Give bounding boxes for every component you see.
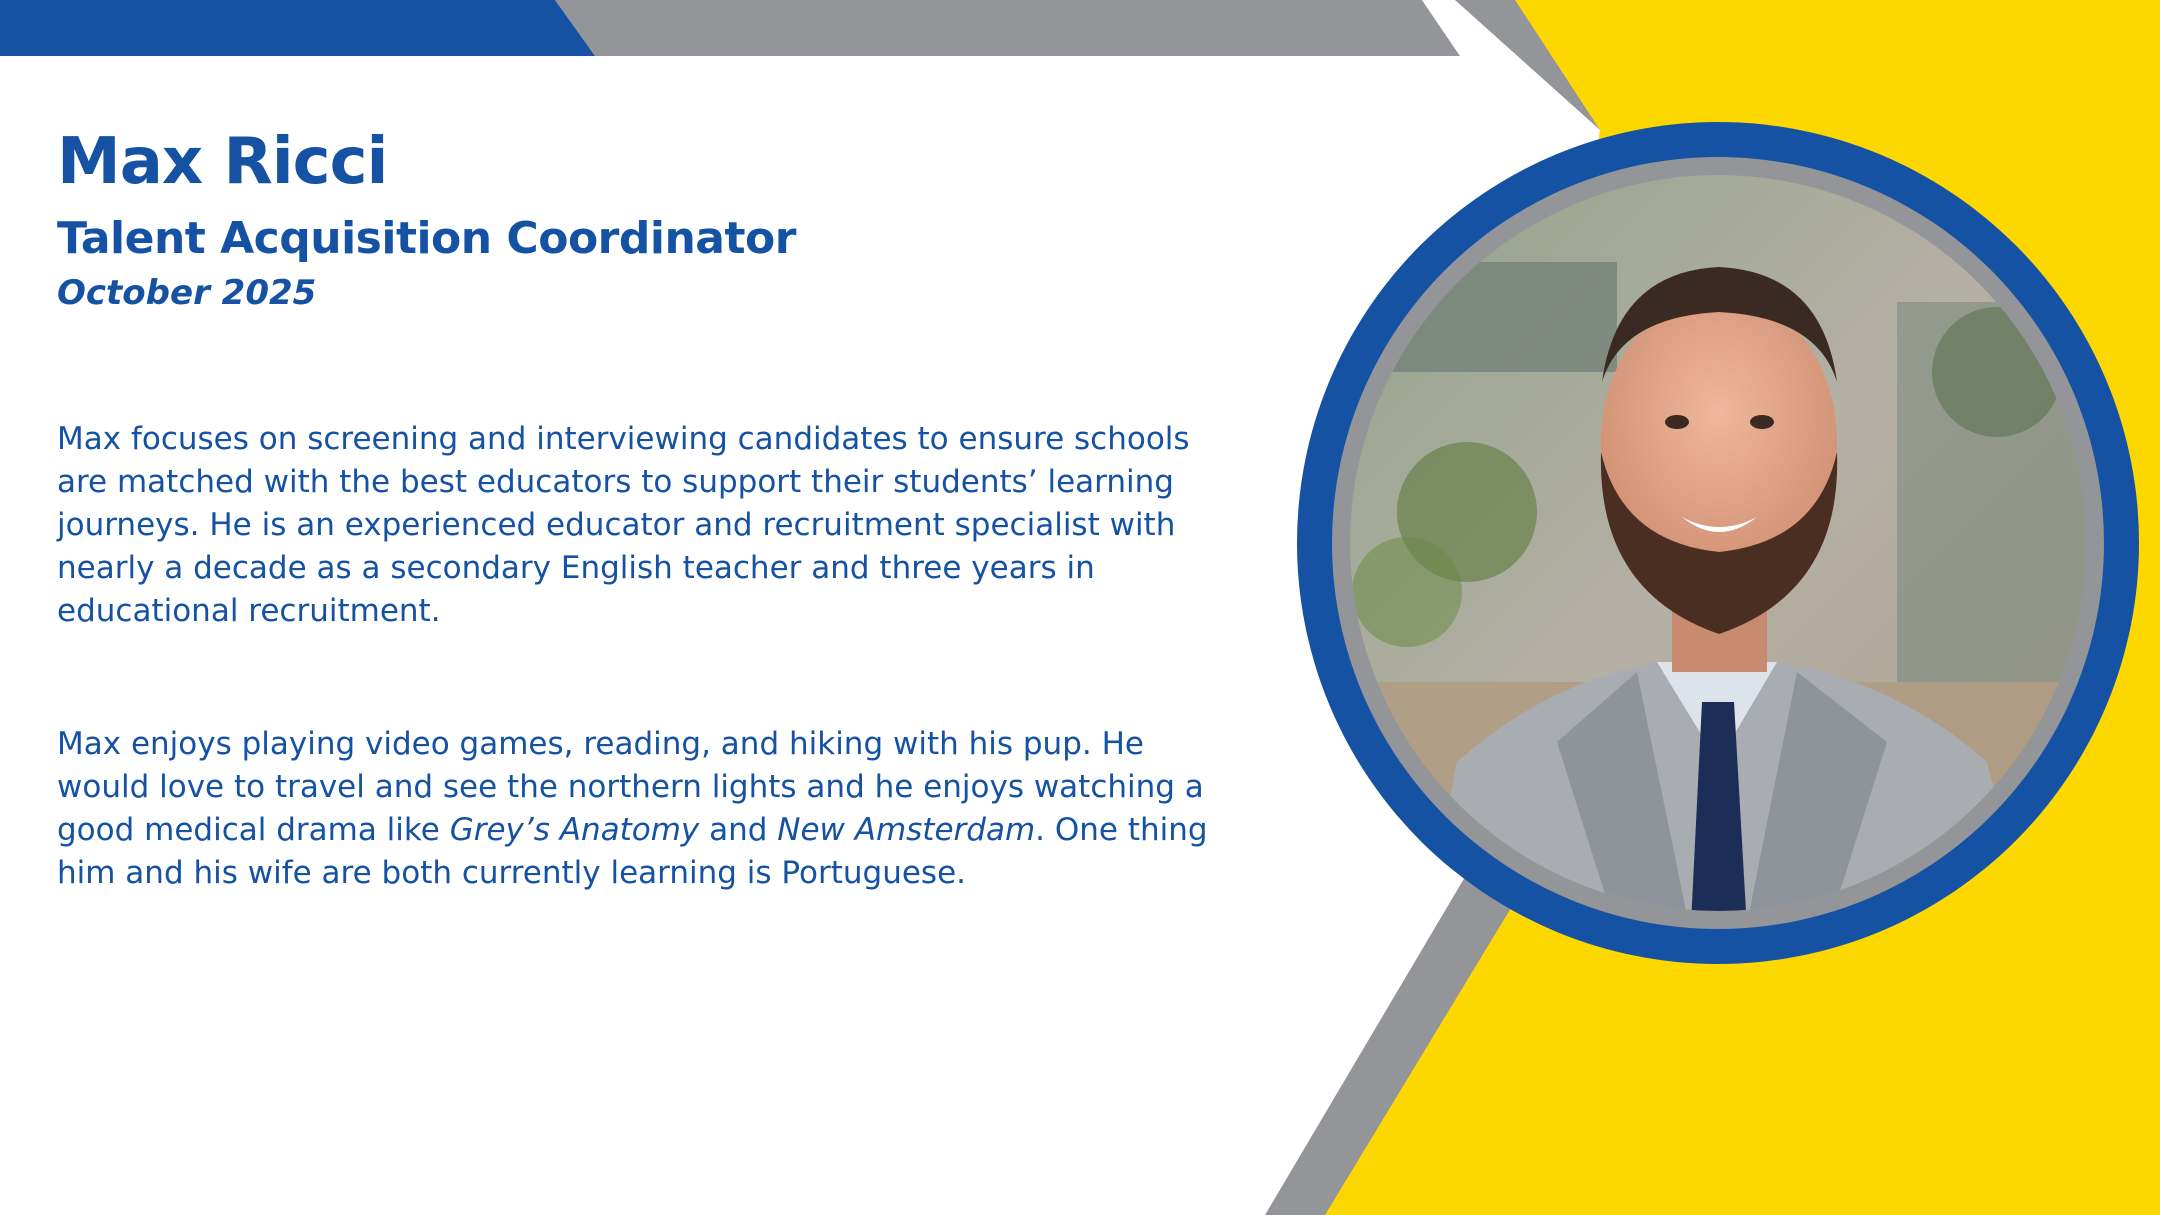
blue-top-bar — [0, 0, 595, 56]
bio-text: . One thing him and his wife are both currently learning is Portuguese. — [57, 812, 1208, 891]
profile-text — [57, 120, 1257, 895]
portrait-photo — [1297, 122, 2139, 964]
grey-top-bar — [555, 0, 1460, 56]
portrait-frame — [1297, 122, 2139, 964]
tv-show-title: New Amsterdam — [777, 812, 1036, 848]
profile-name: Max Ricci — [57, 125, 388, 199]
bio-text: Max enjoys playing video games, reading, and hiking with his pup. He would love to travel and see the northern lights and he enjoys watching a good medical drama like — [57, 726, 1204, 848]
bio-paragraph-personal — [57, 723, 1237, 895]
profile-date: October 2025 — [57, 273, 317, 313]
bio-paragraph-work: Max focuses on screening and interviewing candidates to ensure schools are matched with the best educators to support their students’ learning journeys. He is an experienced educator and recruitment specialist with nearly a decade as a secondary English teacher and three years in educational recruitment. — [57, 421, 1190, 629]
tv-show-title: Grey’s Anatomy — [449, 812, 700, 848]
profile-role: Talent Acquisition Coordinator — [57, 213, 796, 264]
bio-text: and — [699, 812, 778, 848]
